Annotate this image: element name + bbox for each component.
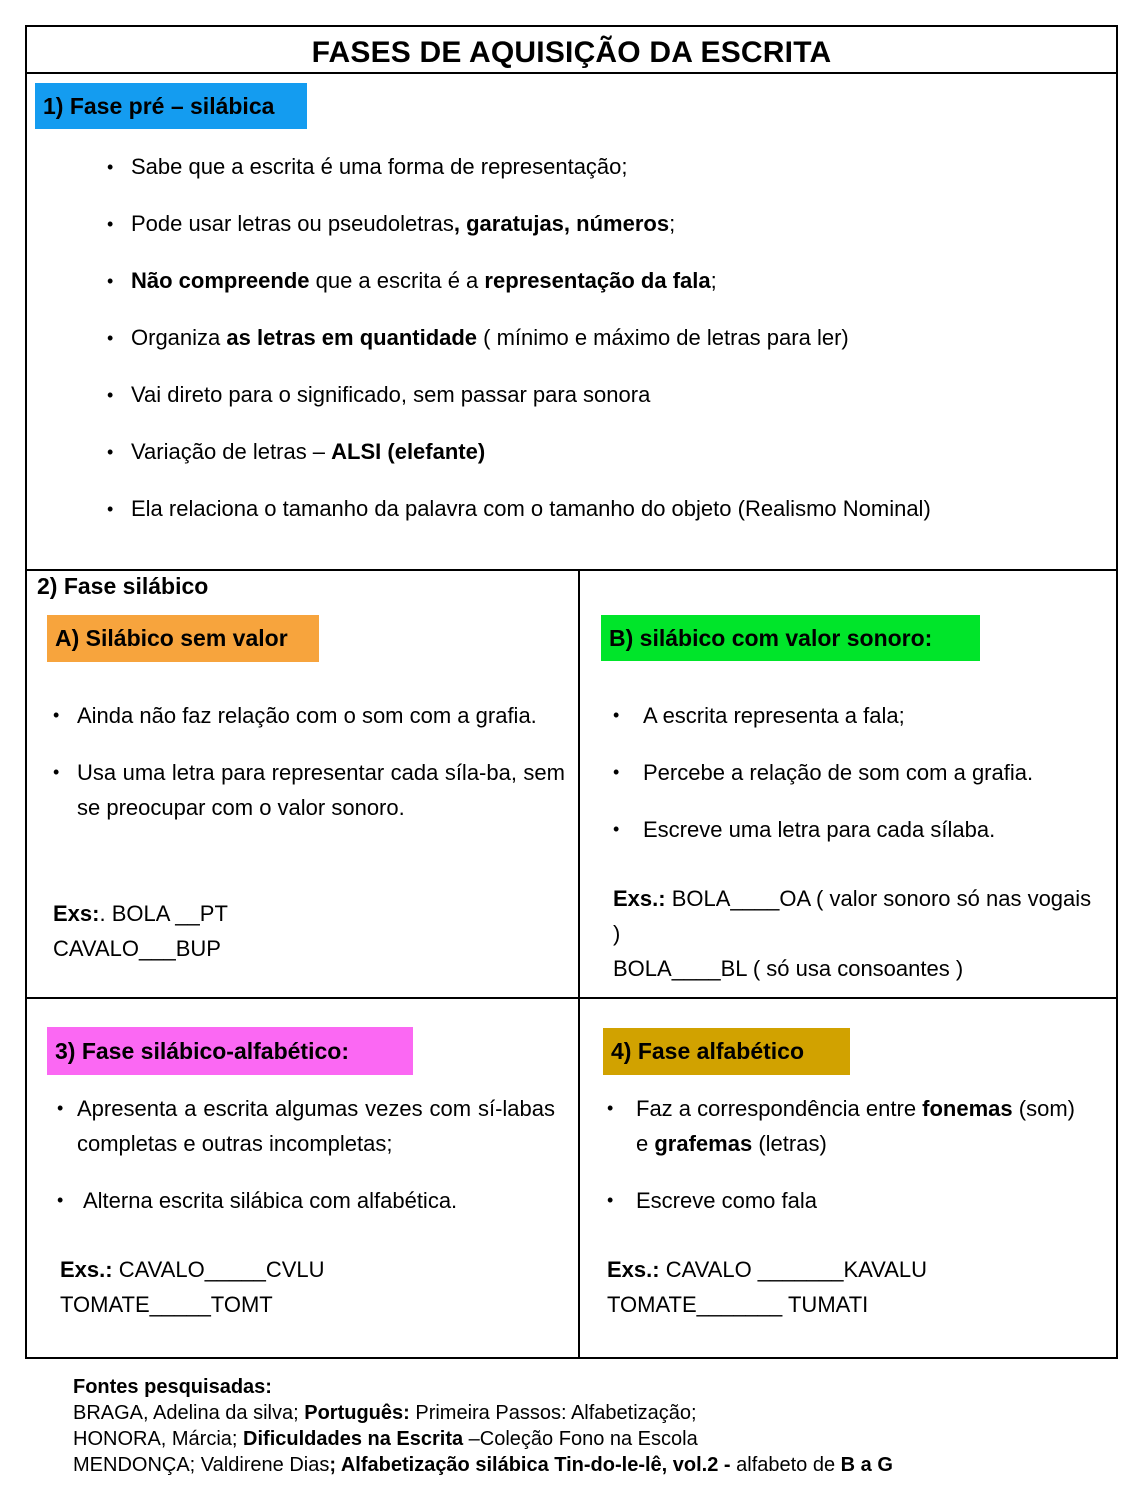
example-line: TOMATE_______ TUMATI <box>607 1292 869 1317</box>
text: ( mínimo e máximo de letras para ler) <box>477 325 849 350</box>
example-line: TOMATE_____TOMT <box>60 1292 273 1317</box>
phase2b-label: B) silábico com valor sonoro: <box>601 615 980 661</box>
phase2a-label: A) Silábico sem valor <box>47 615 319 662</box>
sources-heading: Fontes pesquisadas: <box>73 1376 272 1398</box>
text: alfabeto de <box>730 1454 841 1476</box>
bold-text: Português: <box>304 1402 410 1424</box>
phase4-list <box>607 1091 1087 1240</box>
bold-text: representação da fala <box>484 268 711 293</box>
sources <box>73 1374 1123 1478</box>
phase4-examples <box>607 1252 1087 1322</box>
source-line <box>73 1452 1123 1478</box>
example-line <box>613 881 1093 951</box>
bold-text: Não compreende <box>131 268 310 293</box>
text: Organiza <box>131 325 227 350</box>
phase1-list <box>107 154 1097 553</box>
example-label: Exs: <box>53 901 100 926</box>
list-item <box>107 439 1097 496</box>
text: –Coleção Fono na Escola <box>463 1428 698 1450</box>
list-item: • Alterna escrita silábica com alfabética. <box>57 1183 555 1218</box>
text: Sabe que a escrita é uma forma de representação; <box>131 154 628 179</box>
sources-lines <box>73 1400 1123 1478</box>
example-label: Exs.: <box>607 1257 660 1282</box>
example-text: BOLA____OA ( valor sonoro só nas vogais ) <box>613 886 1092 946</box>
text: Primeira Passos: Alfabetização; <box>409 1402 697 1424</box>
bold-text: , garatujas, números <box>453 211 670 236</box>
list-item <box>107 268 1097 325</box>
phase2b-list <box>613 698 1103 869</box>
phase2a-examples <box>53 896 553 966</box>
list-item: • A escrita representa a fala; <box>613 698 1103 733</box>
list-item <box>107 496 1097 553</box>
phase1-label: 1) Fase pré – silábica <box>35 83 307 129</box>
list-item: • Ainda não faz relação com o som com a grafia. <box>53 698 565 733</box>
list-item: • Usa uma letra para representar cada síla-ba, sem se preocupar com o valor sonoro. <box>53 755 565 825</box>
bottom-divider <box>25 1357 1118 1359</box>
example-text: CAVALO_____CVLU <box>112 1257 325 1282</box>
phase4-label: 4) Fase alfabético <box>603 1028 850 1075</box>
list-item: • Percebe a relação de som com a grafia. <box>613 755 1103 790</box>
phase2b-examples <box>613 881 1093 986</box>
list-item: • Escreve como fala <box>607 1183 1087 1218</box>
list-item <box>107 211 1097 268</box>
text: (letras) <box>752 1131 827 1156</box>
text: ; <box>710 268 717 293</box>
list-item <box>107 325 1097 382</box>
list-item: • Escreve uma letra para cada sílaba. <box>613 812 1103 847</box>
example-line: CAVALO___BUP <box>53 936 221 961</box>
bold-text: ALSI (elefante) <box>331 439 486 464</box>
text: que a escrita é a <box>309 268 485 293</box>
bold-text: grafemas <box>654 1131 753 1156</box>
source-line <box>73 1400 1123 1426</box>
bold-text: fonemas <box>922 1096 1013 1121</box>
list-item: • Apresenta a escrita algumas vezes com sí-labas completas e outras incompletas; <box>57 1091 555 1161</box>
phase2a-list <box>53 698 565 847</box>
bold-text: B a G <box>840 1454 893 1476</box>
example-label: Exs.: <box>60 1257 113 1282</box>
text: Variação de letras – <box>131 439 332 464</box>
source-line <box>73 1426 1123 1452</box>
example-line <box>53 896 553 931</box>
column-divider <box>578 570 580 1358</box>
list-item <box>607 1091 1087 1161</box>
bold-text: ; Alfabetização silábica Tin-do-le-lê, vol.2 - <box>329 1454 731 1476</box>
page-title: FASES DE AQUISIÇÃO DA ESCRITA <box>311 36 832 69</box>
text: HONORA, Márcia; <box>73 1428 244 1450</box>
text: ; <box>669 211 676 236</box>
example-line <box>607 1252 1087 1287</box>
phase3-examples <box>60 1252 540 1322</box>
text: Faz a correspondência entre <box>636 1096 923 1121</box>
text: BRAGA, Adelina da silva; <box>73 1402 305 1424</box>
example-line: BOLA____BL ( só usa consoantes ) <box>613 956 964 981</box>
example-label: Exs.: <box>613 886 666 911</box>
text: (som) e <box>636 1096 1075 1156</box>
bold-text: as letras em quantidade <box>226 325 478 350</box>
list-item <box>107 382 1097 439</box>
phase3-label: 3) Fase silábico-alfabético: <box>47 1027 413 1075</box>
text: Vai direto para o significado, sem passar para sonora <box>131 382 651 407</box>
text: MENDONÇA; Valdirene Dias <box>73 1454 330 1476</box>
example-text: CAVALO _______KAVALU <box>659 1257 928 1282</box>
title-divider <box>25 72 1118 74</box>
example-line <box>60 1252 540 1287</box>
bold-text: Dificuldades na Escrita <box>243 1428 464 1450</box>
phase2-heading: 2) Fase silábico <box>37 573 209 599</box>
middle-divider <box>25 997 1118 999</box>
text: Ela relaciona o tamanho da palavra com o tamanho do objeto (Realismo Nominal) <box>131 496 931 521</box>
phase3-list <box>57 1091 555 1240</box>
example-text: . BOLA __PT <box>99 901 228 926</box>
text: Pode usar letras ou pseudoletras <box>131 211 454 236</box>
list-item <box>107 154 1097 211</box>
